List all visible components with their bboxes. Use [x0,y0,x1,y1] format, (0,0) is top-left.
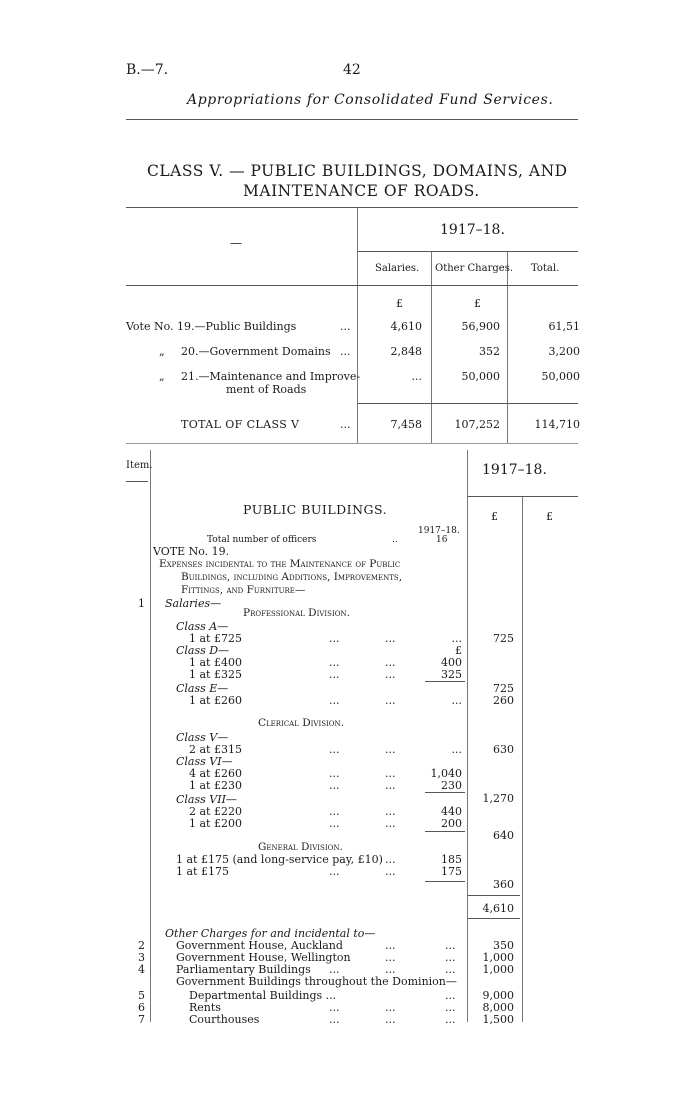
class-title-line1: CLASS V. — PUBLIC BUILDINGS, DOMAINS, AND [147,162,568,180]
vote-number: VOTE No. 19. [153,545,230,558]
dots: ... [385,632,396,645]
salary-line: 1 at £325 [189,668,242,681]
salary-value: 175 [441,865,462,878]
dots: ... [329,694,340,707]
expenses-line1: Expenses incidental to the Maintenance of Public [159,558,401,570]
page-subtitle: Appropriations for Consolidated Fund Services. [187,92,554,108]
dots: ... [385,767,396,780]
salary-column-value: 725 [493,682,514,695]
salary-line: 1 at £230 [189,779,242,792]
salary-value: 325 [441,668,462,681]
dots: ... [385,805,396,818]
dots: ... [385,668,396,681]
dots: ... [329,779,340,792]
dots: ... [329,767,340,780]
salary-column-value: 640 [493,829,514,842]
salary-column-value: 260 [493,694,514,707]
salary-value: ... [451,743,462,756]
salary-line: 1 at £175 [176,865,229,878]
salary-value: ... [451,694,462,707]
officers-year: 1917–18. [418,526,460,536]
col-other-charges: Other Charges. [435,263,513,274]
class-title-line2: MAINTENANCE OF ROADS. [243,182,480,200]
salary-line: 1 at £200 [189,817,242,830]
dots: ... [329,743,340,756]
dots: ... [385,743,396,756]
officers-dots: .. [392,535,398,545]
salaries-label: Salaries— [165,597,222,610]
salary-column-value: 725 [493,632,514,645]
item-column-header: Item. [126,460,153,471]
summary-pound-other: £ [474,297,481,310]
col-salaries: Salaries. [375,263,420,274]
dots: ... [385,865,396,878]
page-ref: B.—7. [126,62,169,78]
salary-value: 200 [441,817,462,830]
class-label: Class VII— [176,793,237,806]
dots: ... [329,805,340,818]
salary-line: 2 at £220 [189,805,242,818]
dots: ... [329,656,340,669]
dots: ... [385,779,396,792]
officers-count: 16 [436,535,448,545]
salary-value: 1,040 [430,767,462,780]
salary-line: 4 at £260 [189,767,242,780]
officers-label: Total number of officers [207,535,317,545]
dots: ... [385,817,396,830]
summary-dash: — [230,236,242,250]
salary-value: 185 [441,853,462,866]
salary-line: 1 at £400 [189,656,242,669]
other-charges-label: Other Charges for and incidental to— [165,927,376,940]
salaries-total: 4,610 [482,902,514,915]
class-label: Class D— [176,644,230,657]
detail-pound-2: £ [546,510,553,523]
page-number: 42 [343,62,361,78]
expenses-line2: Buildings, including Additions, Improvements, [181,571,403,583]
salary-value: ... [451,632,462,645]
col-total: Total. [531,263,560,274]
detail-pound-1: £ [491,510,498,523]
dots: ... [385,656,396,669]
dots: ... [329,865,340,878]
class-label: Class V— [176,731,229,744]
salary-line: 1 at £725 [189,632,242,645]
salary-line: 2 at £315 [189,743,242,756]
summary-year: 1917–18. [440,222,505,238]
clerical-division: Clerical Division. [258,717,344,729]
salary-column-value: 1,270 [482,792,514,805]
class-label: Class A— [176,620,229,633]
salary-line: 1 at £175 (and long-service pay, £10) [176,853,383,866]
salary-value: 230 [441,779,462,792]
section-title: PUBLIC BUILDINGS. [243,502,388,517]
class-label: Class E— [176,682,229,695]
class-label: Class VI— [176,755,233,768]
salary-value: 440 [441,805,462,818]
salary-column-value: 360 [493,878,514,891]
summary-pound-salaries: £ [396,297,403,310]
general-division: General Division. [258,841,343,853]
dots: ... [329,632,340,645]
expenses-line3: Fittings, and Furniture— [181,584,306,596]
pound-sign: £ [455,644,462,657]
professional-division: Professional Division. [243,607,350,619]
item-number: 1 [138,597,145,610]
header-rule [126,119,578,120]
dots: ... [385,694,396,707]
salary-value: 400 [441,656,462,669]
govt-buildings-label: Government Buildings throughout the Dominion— [176,975,457,988]
salary-line: 1 at £260 [189,694,242,707]
dots: ... [385,853,396,866]
dots: ... [329,668,340,681]
dots: ... [329,817,340,830]
detail-year: 1917–18. [482,462,547,478]
salary-column-value: 630 [493,743,514,756]
